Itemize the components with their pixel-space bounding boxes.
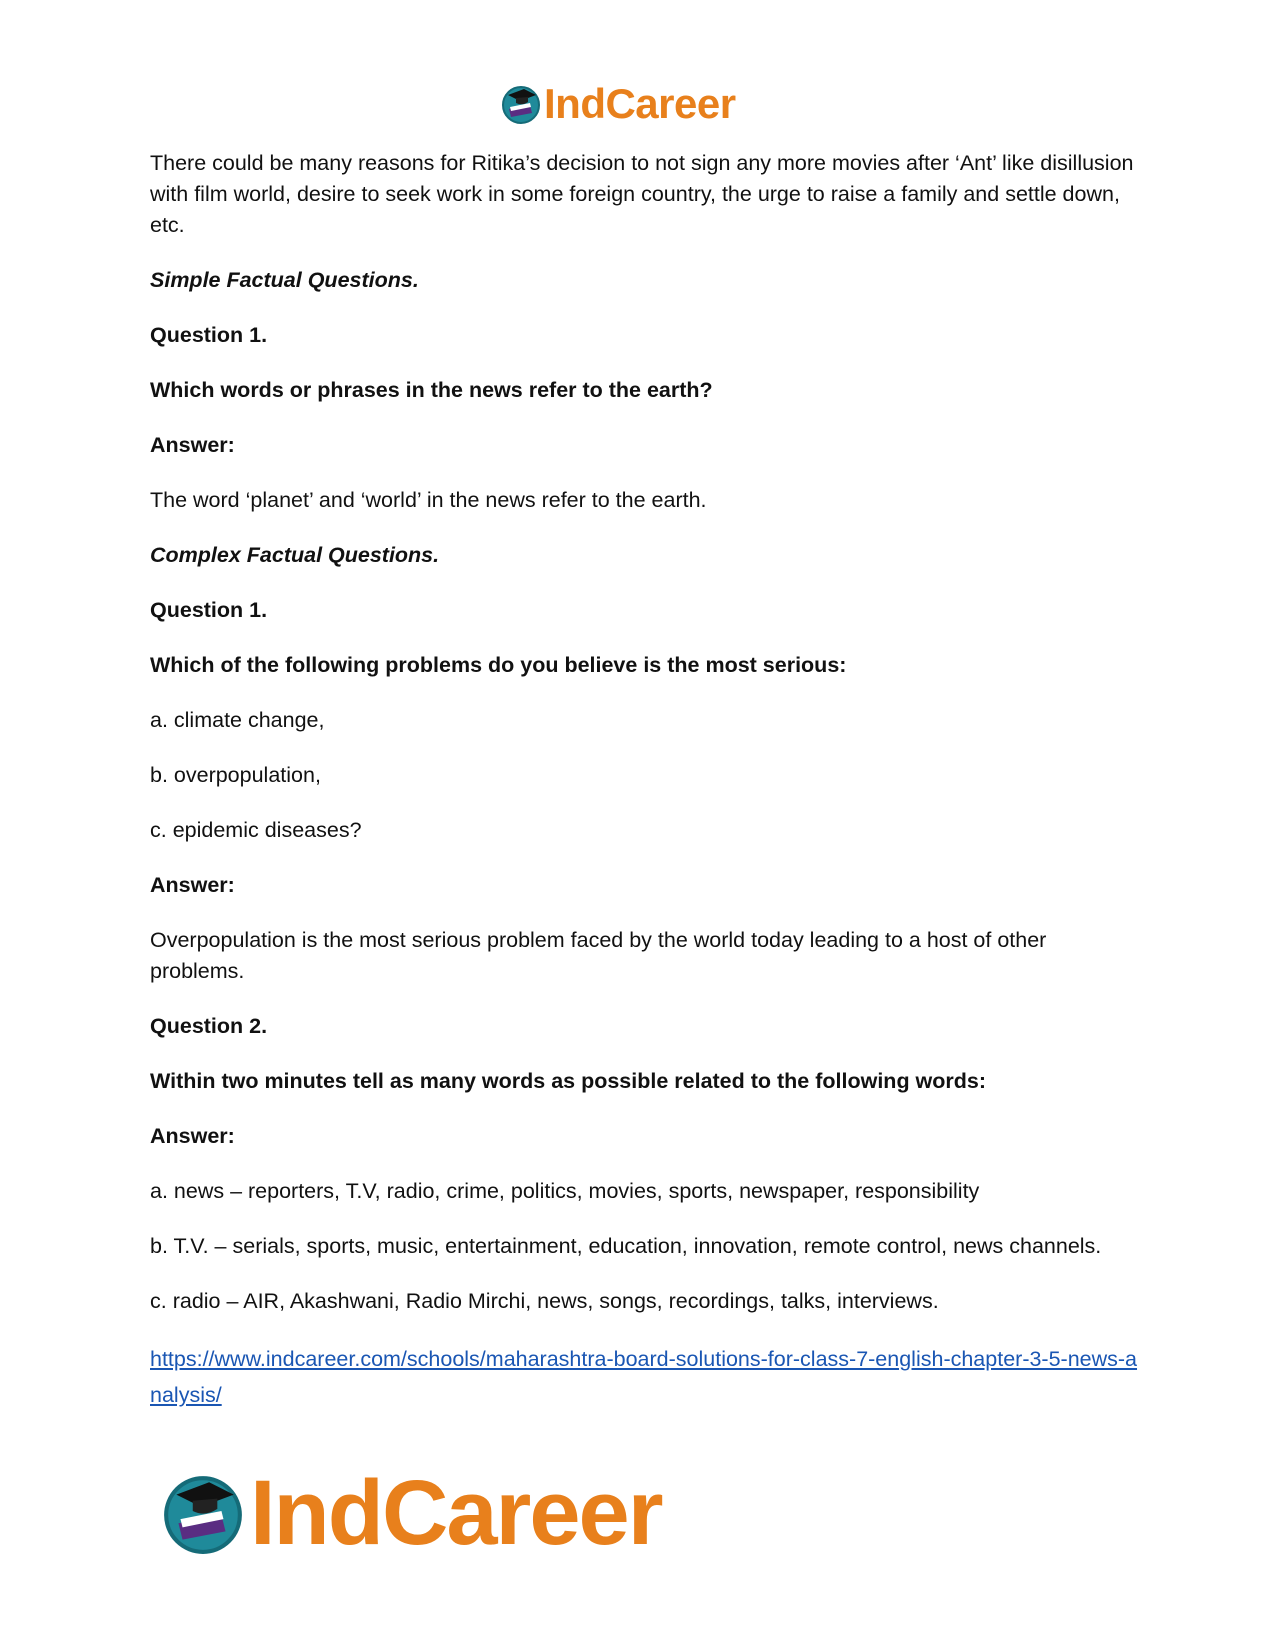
answer-item: b. T.V. – serials, sports, music, entertainment, education, innovation, remote control, news channels. bbox=[150, 1234, 1102, 1258]
question-text: Within two minutes tell as many words as possible related to the following words: bbox=[150, 1069, 987, 1093]
logo-text: IndCareer bbox=[250, 1462, 662, 1564]
document-body bbox=[150, 148, 1140, 1413]
graduation-cap-globe-books-icon bbox=[500, 83, 542, 125]
answer-label: Answer: bbox=[150, 1124, 235, 1148]
question-label: Question 1. bbox=[150, 323, 268, 347]
question-text: Which words or phrases in the news refer to the earth? bbox=[150, 378, 713, 402]
section-heading: Complex Factual Questions. bbox=[150, 543, 440, 567]
option-item: a. climate change, bbox=[150, 708, 325, 732]
option-item: c. epidemic diseases? bbox=[150, 818, 362, 842]
logo-text: IndCareer bbox=[544, 80, 736, 127]
answer-text: The word ‘planet’ and ‘world’ in the news refer to the earth. bbox=[150, 488, 707, 512]
question-label: Question 1. bbox=[150, 598, 268, 622]
header-logo bbox=[500, 80, 736, 128]
section-heading: Simple Factual Questions. bbox=[150, 268, 419, 292]
graduation-cap-globe-books-icon bbox=[160, 1470, 246, 1556]
question-label: Question 2. bbox=[150, 1014, 268, 1038]
footer-logo bbox=[160, 1462, 662, 1564]
answer-label: Answer: bbox=[150, 873, 235, 897]
answer-item: a. news – reporters, T.V, radio, crime, politics, movies, sports, newspaper, responsibility bbox=[150, 1179, 980, 1203]
answer-item: c. radio – AIR, Akashwani, Radio Mirchi, news, songs, recordings, talks, interviews. bbox=[150, 1289, 939, 1313]
intro-paragraph: There could be many reasons for Ritika’s decision to not sign any more movies after ‘Ant’ like disillusion with film world, desire to seek work in some foreign country, the urge to raise a family and settle down, etc. bbox=[150, 151, 1134, 237]
answer-text: Overpopulation is the most serious problem faced by the world today leading to a host of other problems. bbox=[150, 928, 1047, 983]
answer-label: Answer: bbox=[150, 433, 235, 457]
option-item: b. overpopulation, bbox=[150, 763, 321, 787]
question-text: Which of the following problems do you believe is the most serious: bbox=[150, 653, 847, 677]
source-link[interactable]: https://www.indcareer.com/schools/maharashtra-board-solutions-for-class-7-english-chapter-3-5-news-analysis/ bbox=[150, 1347, 1138, 1407]
